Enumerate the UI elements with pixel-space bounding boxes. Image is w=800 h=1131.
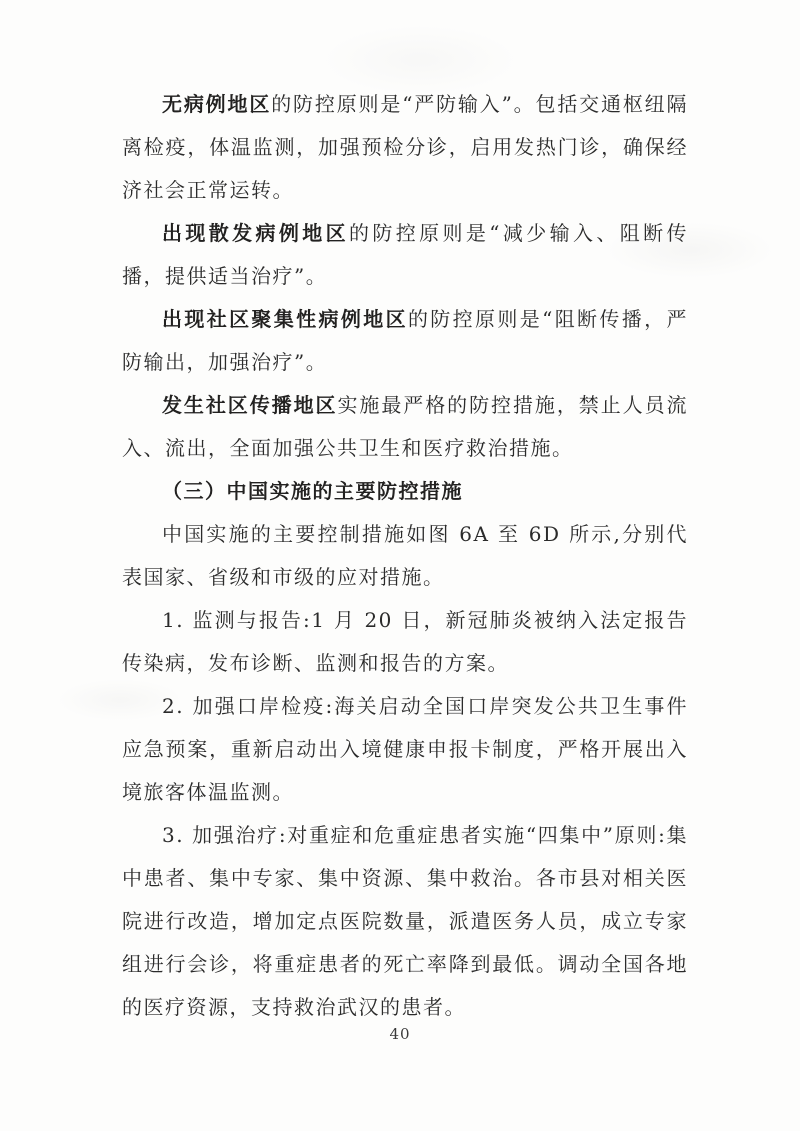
paragraph-item-2-port-quarantine <box>122 685 688 814</box>
paragraph-cluster-case-areas-text: 的防控原则是“阻断传播，严防输出，加强治疗”。 <box>122 307 688 374</box>
paragraph-figure-reference-text: 中国实施的主要控制措施如图 6A 至 6D 所示,分别代表国家、省级和市级的应对措施。 <box>122 522 688 589</box>
paragraph-cluster-case-areas-lead: 出现社区聚集性病例地区 <box>162 307 408 331</box>
section-heading-text: （三）中国实施的主要防控措施 <box>162 479 463 503</box>
page-footer <box>0 1024 800 1043</box>
paragraph-item-1-monitoring-reporting <box>122 599 688 685</box>
paragraph-item-3-text: 3. 加强治疗:对重症和危重症患者实施“四集中”原则:集中患者、集中专家、集中资源、集中救治。各市县对相关医院进行改造，增加定点医院数量，派遣医务人员，成立专家组进行会诊，将重症患者的死亡率降到最低。调动全国各地的医疗资源，支持救治武汉的患者。 <box>122 823 688 1019</box>
paragraph-community-transmission-areas-lead: 发生社区传播地区 <box>162 393 338 417</box>
paragraph-sporadic-case-areas-lead: 出现散发病例地区 <box>162 221 350 245</box>
paragraph-community-transmission-areas-text: 实施最严格的防控措施，禁止人员流入、流出，全面加强公共卫生和医疗救治措施。 <box>122 393 689 460</box>
section-heading-main-control-measures <box>122 470 688 513</box>
document-body <box>122 83 688 1029</box>
paragraph-item-1-text: 1. 监测与报告:1 月 20 日，新冠肺炎被纳入法定报告传染病，发布诊断、监测和报告的方案。 <box>122 608 688 675</box>
paragraph-item-3-strengthen-treatment <box>122 814 688 1029</box>
paragraph-sporadic-case-areas <box>122 212 688 298</box>
paragraph-no-case-areas-lead: 无病例地区 <box>162 92 272 116</box>
paragraph-no-case-areas-text: 的防控原则是“严防输入”。包括交通枢纽隔离检疫，体温监测，加强预检分诊，启用发热门诊，确保经济社会正常运转。 <box>122 92 689 202</box>
paragraph-figure-reference <box>122 513 688 599</box>
paragraph-community-transmission-areas <box>122 384 688 470</box>
paragraph-cluster-case-areas <box>122 298 688 384</box>
paragraph-item-2-text: 2. 加强口岸检疫:海关启动全国口岸突发公共卫生事件应急预案，重新启动出入境健康申报卡制度，严格开展出入境旅客体温监测。 <box>122 694 688 804</box>
paragraph-sporadic-case-areas-text: 的防控原则是“减少输入、阻断传播，提供适当治疗”。 <box>122 221 689 288</box>
page-number: 40 <box>389 1025 411 1043</box>
paragraph-no-case-areas <box>122 83 688 212</box>
